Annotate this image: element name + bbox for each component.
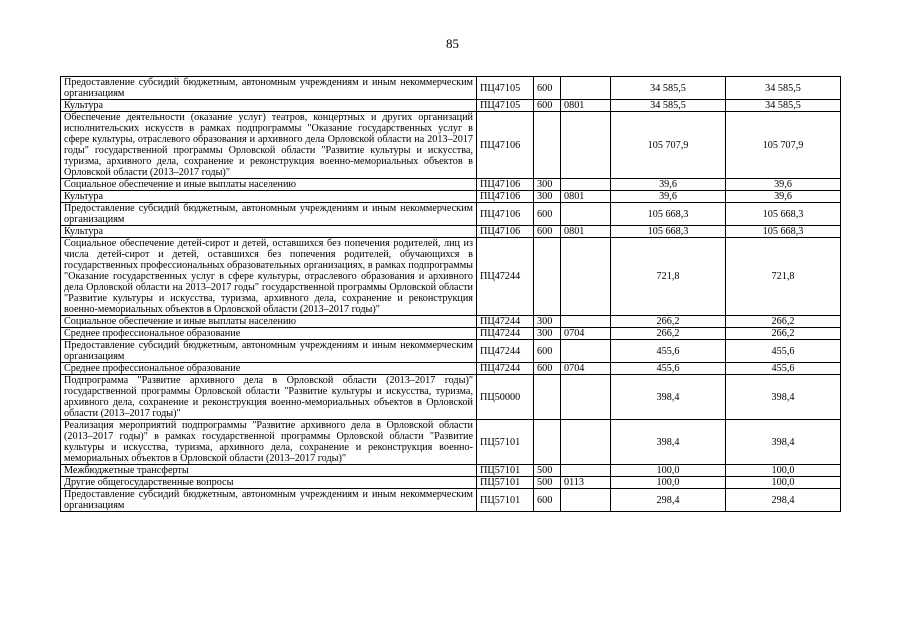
row-amount-2: 100,0 (726, 477, 841, 489)
row-section-code (561, 112, 611, 179)
row-name: Реализация мероприятий подпрограммы "Развитие архивного дела в Орловской области (2013–2017 годы)" в рамках государственной программы Орловской области "Развитие культуры и искусства, туризма, архивного дела, сохранение и реконструкция военно-мемориальных объектов в Орловской области (2013–2017 годы)" (61, 420, 477, 465)
row-amount-1: 721,8 (611, 238, 726, 316)
table-row (61, 77, 841, 100)
row-amount-2: 398,4 (726, 375, 841, 420)
row-expense-type (534, 112, 561, 179)
row-name: Межбюджетные трансферты (61, 465, 477, 477)
row-target-code: ПЦ57101 (477, 465, 534, 477)
row-amount-2: 105 707,9 (726, 112, 841, 179)
row-amount-2: 721,8 (726, 238, 841, 316)
row-name: Обеспечение деятельности (оказание услуг) театров, концертных и других организаций исполнительских искусств в рамках подпрограммы "Оказание государственных услуг в сфере культуры, отраслевого образования и архивного дела Орловской области на 2013–2017 годы" государственной программы Орловской области "Развитие культуры и искусства, туризма, архивного дела, сохранение и реконструкция военно-мемориальных объектов в Орловской области (2013–2017 годы)" (61, 112, 477, 179)
row-name: Культура (61, 226, 477, 238)
row-amount-1: 398,4 (611, 375, 726, 420)
row-section-code (561, 179, 611, 191)
budget-table-body (61, 77, 841, 512)
row-expense-type: 600 (534, 226, 561, 238)
table-row (61, 420, 841, 465)
row-expense-type: 600 (534, 489, 561, 512)
table-row (61, 316, 841, 328)
row-expense-type: 500 (534, 465, 561, 477)
row-amount-2: 266,2 (726, 328, 841, 340)
row-amount-2: 34 585,5 (726, 100, 841, 112)
row-expense-type (534, 375, 561, 420)
row-amount-2: 455,6 (726, 340, 841, 363)
row-expense-type: 600 (534, 100, 561, 112)
row-section-code (561, 203, 611, 226)
row-target-code: ПЦ47106 (477, 179, 534, 191)
row-amount-1: 298,4 (611, 489, 726, 512)
row-amount-1: 455,6 (611, 340, 726, 363)
row-name: Предоставление субсидий бюджетным, автономным учреждениям и иным некоммерческим организациям (61, 77, 477, 100)
table-row (61, 112, 841, 179)
row-target-code: ПЦ47106 (477, 203, 534, 226)
row-name: Среднее профессиональное образование (61, 328, 477, 340)
row-amount-2: 105 668,3 (726, 203, 841, 226)
table-row (61, 328, 841, 340)
row-target-code: ПЦ47105 (477, 77, 534, 100)
row-amount-1: 39,6 (611, 191, 726, 203)
row-target-code: ПЦ47244 (477, 316, 534, 328)
row-expense-type: 300 (534, 179, 561, 191)
row-amount-1: 266,2 (611, 328, 726, 340)
row-amount-1: 34 585,5 (611, 77, 726, 100)
row-expense-type (534, 420, 561, 465)
page-number: 85 (446, 36, 459, 51)
row-amount-2: 39,6 (726, 179, 841, 191)
row-expense-type: 600 (534, 363, 561, 375)
row-amount-2: 100,0 (726, 465, 841, 477)
table-row (61, 203, 841, 226)
row-section-code (561, 77, 611, 100)
row-amount-2: 266,2 (726, 316, 841, 328)
row-amount-2: 398,4 (726, 420, 841, 465)
row-target-code: ПЦ47244 (477, 328, 534, 340)
row-target-code: ПЦ47244 (477, 238, 534, 316)
row-amount-1: 34 585,5 (611, 100, 726, 112)
row-name: Культура (61, 100, 477, 112)
row-amount-2: 298,4 (726, 489, 841, 512)
row-target-code: ПЦ47105 (477, 100, 534, 112)
table-row (61, 191, 841, 203)
row-name: Культура (61, 191, 477, 203)
table-row (61, 489, 841, 512)
row-target-code: ПЦ57101 (477, 489, 534, 512)
row-amount-2: 455,6 (726, 363, 841, 375)
row-section-code: 0801 (561, 226, 611, 238)
row-target-code: ПЦ47244 (477, 363, 534, 375)
row-name: Подпрограмма "Развитие архивного дела в Орловской области (2013–2017 годы)" государственной программы Орловской области "Развитие культуры и искусства, туризма, архивного дела, сохранение и реконструкция военно-мемориальных объектов в Орловской области (2013–2017 годы)" (61, 375, 477, 420)
row-target-code: ПЦ47106 (477, 112, 534, 179)
row-name: Предоставление субсидий бюджетным, автономным учреждениям и иным некоммерческим организациям (61, 203, 477, 226)
table-row (61, 363, 841, 375)
row-expense-type (534, 238, 561, 316)
row-target-code: ПЦ57101 (477, 477, 534, 489)
row-name: Среднее профессиональное образование (61, 363, 477, 375)
row-amount-1: 266,2 (611, 316, 726, 328)
row-section-code (561, 340, 611, 363)
row-amount-1: 105 668,3 (611, 203, 726, 226)
row-amount-1: 455,6 (611, 363, 726, 375)
row-section-code: 0801 (561, 100, 611, 112)
row-amount-1: 398,4 (611, 420, 726, 465)
table-row (61, 100, 841, 112)
row-amount-2: 105 668,3 (726, 226, 841, 238)
row-section-code: 0704 (561, 328, 611, 340)
row-expense-type: 300 (534, 191, 561, 203)
table-row (61, 375, 841, 420)
budget-table (60, 76, 841, 512)
table-row (61, 340, 841, 363)
row-target-code: ПЦ50000 (477, 375, 534, 420)
row-section-code: 0801 (561, 191, 611, 203)
table-row (61, 477, 841, 489)
row-expense-type: 500 (534, 477, 561, 489)
row-name: Социальное обеспечение и иные выплаты населению (61, 316, 477, 328)
row-amount-2: 34 585,5 (726, 77, 841, 100)
row-section-code (561, 465, 611, 477)
row-target-code: ПЦ57101 (477, 420, 534, 465)
row-target-code: ПЦ47244 (477, 340, 534, 363)
row-name: Социальное обеспечение детей-сирот и детей, оставшихся без попечения родителей, лиц из числа детей-сирот и детей, оставшихся без попечения родителей, обучающихся в государственных профессиональных образовательных организациях, в рамках подпрограммы "Оказание государственных услуг в сфере культуры, отраслевого образования и архивного дела Орловской области на 2013–2017 годы" государственной программы Орловской области "Развитие культуры и искусства, туризма, архивного дела, сохранение и реконструкция военно-мемориальных объектов в Орловской области (2013–2017 годы)" (61, 238, 477, 316)
row-target-code: ПЦ47106 (477, 191, 534, 203)
row-amount-2: 39,6 (726, 191, 841, 203)
row-expense-type: 600 (534, 77, 561, 100)
row-name: Предоставление субсидий бюджетным, автономным учреждениям и иным некоммерческим организациям (61, 489, 477, 512)
row-amount-1: 105 707,9 (611, 112, 726, 179)
row-name: Предоставление субсидий бюджетным, автономным учреждениям и иным некоммерческим организациям (61, 340, 477, 363)
row-section-code (561, 316, 611, 328)
row-expense-type: 600 (534, 340, 561, 363)
row-section-code (561, 420, 611, 465)
row-amount-1: 39,6 (611, 179, 726, 191)
table-row (61, 179, 841, 191)
row-section-code (561, 375, 611, 420)
row-amount-1: 100,0 (611, 465, 726, 477)
table-row (61, 465, 841, 477)
row-section-code: 0704 (561, 363, 611, 375)
row-target-code: ПЦ47106 (477, 226, 534, 238)
row-section-code (561, 489, 611, 512)
row-section-code: 0113 (561, 477, 611, 489)
row-expense-type: 300 (534, 328, 561, 340)
table-row (61, 238, 841, 316)
table-row (61, 226, 841, 238)
row-name: Другие общегосударственные вопросы (61, 477, 477, 489)
row-amount-1: 105 668,3 (611, 226, 726, 238)
row-expense-type: 600 (534, 203, 561, 226)
row-expense-type: 300 (534, 316, 561, 328)
row-amount-1: 100,0 (611, 477, 726, 489)
row-name: Социальное обеспечение и иные выплаты населению (61, 179, 477, 191)
row-section-code (561, 238, 611, 316)
